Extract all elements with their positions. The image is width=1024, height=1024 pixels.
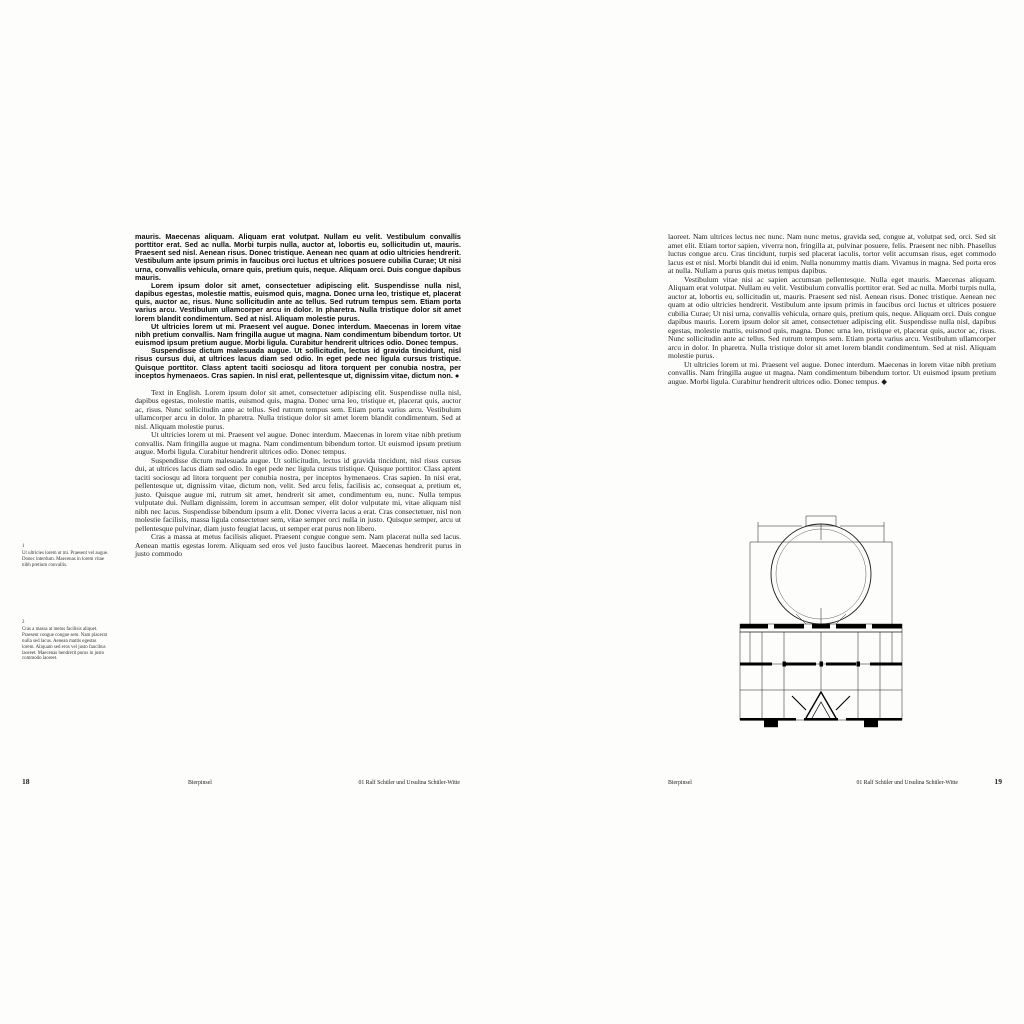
footnote-2 <box>22 620 110 662</box>
left-page-text-column <box>135 233 461 559</box>
floor-plan-drawing <box>736 512 906 740</box>
left-running-title: Bierpinsel <box>188 780 212 786</box>
paragraph: Suspendisse dictum malesuada augue. Ut sollicitudin, lectus id gravida tincidunt, nisl risus cursus dui, at ultrices lacus diam sed odio. In eget pede nec ligula cursus tristique. Quisque porttitor. Class aptent taciti sociosqu ad litora torquent per conubia nostra, per inceptos hymenaeos. Cras sapien. In nisl erat, pellentesque ut, dignissim vitae, dictum non. ● <box>135 346 461 380</box>
right-page-text-column <box>668 233 996 386</box>
paragraph: mauris. Maecenas aliquam. Aliquam erat volutpat. Nullam eu velit. Vestibulum convallis porttitor erat. Sed ac nulla. Morbi turpis nulla, auctor at, lobortis eu, sollicitudin ut, mauris. Praesent sed nisl. Aenean risus. Donec tristique. Aenean nec quam at odio ultricies hendrerit. Vestibulum ante ipsum primis in faucibus orci luctus et ultrices posuere cubilia Curae; Ut nisi urna, convallis vehicula, ornare quis, pretium quis, neque. Aliquam orci. Duis congue dapibus mauris. <box>135 232 461 282</box>
german-text-block <box>135 233 461 380</box>
paragraph: Text in English. Lorem ipsum dolor sit amet, consectetuer adipiscing elit. Suspendisse nulla nisl, dapibus egestas, molestie mattis, euismod quis, magna. Donec urna leo, tristique et, placerat quis, auctor ac, risus. Nunc sollicitudin ante ac tellus. Sed rutrum tempus sem. Etiam porta varius arcu. Vestibulum ullamcorper arcu in dolor. In pharetra. Nulla tristique dolor sit amet lorem blandit condimentum. Sed at nisl. Aliquam molestie purus. <box>135 387 461 431</box>
right-running-title: Bierpinsel <box>668 780 692 786</box>
floor-plan-figure <box>736 512 906 740</box>
left-chapter-title: 01 Ralf Schüler und Ursulina Schüler-Witte <box>358 780 460 786</box>
footnote-text: Cras a massa at metus facilisis aliquet. Praesent congue congue sem. Nam placerat nulla sed lacus. Aenean mattis egestas lorem. Aliquam sed eros vel justo faucibus laoreet. Maecenas hendrerit purus in justo commodo laoreet. <box>22 626 108 662</box>
paragraph: Ut ultricies lorem ut mi. Praesent vel augue. Donec interdum. Maecenas in lorem vitae nibh pretium convallis. Nam fringilla augue ut magna. Nam condimentum bibendum tortor. Ut euismod ipsum pretium augue. Morbi ligula. Curabitur hendrerit ultrices odio. Donec tempus. <box>135 430 461 457</box>
right-chapter-title: 01 Ralf Schüler und Ursulina Schüler-Witte <box>856 780 958 786</box>
footnote-number: 2 <box>22 620 25 625</box>
footnote-text: Ut ultricies lorem ut mi. Praesent vel augue. Donec interdum. Maecenas in lorem vitae nibh pretium convallis. <box>22 550 109 568</box>
paragraph: Ut ultricies lorem ut mi. Praesent vel augue. Donec interdum. Maecenas in lorem vitae nibh pretium convallis. Nam fringilla augue ut magna. Nam condimentum bibendum tortor. Ut euismod ipsum pretium augue. Morbi ligula. Curabitur hendrerit ultrices odio. Donec tempus. ◆ <box>668 359 996 386</box>
paragraph: Suspendisse dictum malesuada augue. Ut sollicitudin, lectus id gravida tincidunt, nisl risus cursus dui, at ultrices lacus diam sed odio. In eget pede nec ligula cursus tristique. Quisque porttitor. Class aptent taciti sociosqu ad litora torquent per conubia nostra, per inceptos hymenaeos. Cras sapien. In nisi erat, pellentesque ut, dignissim vitae, dictum non, velit. Sed arcu felis, facilisis ac, consequat a, pretium et, justo. Quisque augue mi, rutrum sit amet, hendrerit sit amet, condimentum eu, nunc. Nulla tempus vulputate dui. Nullam dignissim, lorem in accumsan semper, elit dolor vulputate mi, vitae aliquam nisl nibh nec lacus. Suspendisse bibendum ipsum a elit. Donec viverra lacus a erat. Cras consectetuer, nisl non molestie facilisis, massa ligula consectetuer sem, vitae semper orci nulla in justo. Quisque semper, arcu ut pellentesque pulvinar, diam justo feugiat lacus, ut semper erat purus non libero. <box>135 455 461 533</box>
paragraph: Ut ultricies lorem ut mi. Praesent vel augue. Donec interdum. Maecenas in lorem vitae nibh pretium convallis. Nam fringilla augue ut magna. Nam condimentum bibendum tortor. Ut euismod ipsum pretium augue. Morbi ligula. Curabitur hendrerit ultrices odio. Donec tempus. <box>135 321 461 348</box>
english-text-block <box>135 389 461 559</box>
paragraph: Vestibulum vitae nisi ac sapien accumsan pellentesque. Nulla eget mauris. Maecenas aliquam. Aliquam erat volutpat. Nullam eu velit. Vestibulum convallis porttitor erat. Sed ac nulla. Morbi turpis nulla, auctor at, lobortis eu, sollicitudin ut, mauris. Praesent sed nisl. Aenean risus. Donec tristique. Aenean nec quam at odio ultricies hendrerit. Vestibulum ante ipsum primis in faucibus orci luctus et ultrices posuere cubilia Curae; Ut nisi urna, convallis vehicula, ornare quis, pretium quis, neque. Aliquam orci. Duis congue dapibus mauris. Lorem ipsum dolor sit amet, consectetuer adipiscing elit. Suspendisse nulla nisl, dapibus egestas, molestie mattis, euismod quis, magna. Donec urna leo, tristique et, placerat quis, auctor ac, risus. Nunc sollicitudin ante ac tellus. Sed rutrum tempus sem. Etiam porta varius arcu. Vestibulum ullamcorper arcu in dolor. In pharetra. Nulla tristique dolor sit amet lorem blandit condimentum. Sed at nisl. Aliquam molestie purus. <box>668 274 996 360</box>
footnote-number: 1 <box>22 544 25 549</box>
paragraph: laoreet. Nam ultrices lectus nec nunc. Nam nunc metus, gravida sed, congue at, volutpat sed, orci. Sed sit amet elit. Etiam tortor sapien, viverra non, fringilla at, pulvinar posuere, felis. Praesent nec nibh. Phasellus luctus congue arcu. Cras tincidunt, turpis sed placerat iaculis, tortor velit accumsan risus, eget commodo lacus est et nisl. Morbi blandit dui id enim. Nulla nonummy mattis diam. Vivamus in magna. Sed porta eros at nulla. Nullam a purus quis metus tempus dapibus. <box>668 232 996 275</box>
english-text-block <box>668 233 996 386</box>
footnote-1 <box>22 544 110 569</box>
left-page-number: 18 <box>22 777 30 786</box>
paragraph: Cras a massa at metus facilisis aliquet. Praesent congue congue sem. Nam placerat nulla sed lacus. Aenean mattis egestas lorem. Aliquam sed eros vel justo faucibus laoreet. Maecenas hendrerit purus in justo commodo <box>135 532 461 559</box>
paragraph: Lorem ipsum dolor sit amet, consectetuer adipiscing elit. Suspendisse nulla nisl, dapibus egestas, molestie mattis, euismod quis, magna. Donec urna leo, tristique et, placerat quis, auctor ac, risus. Nunc sollicitudin ante ac tellus. Sed rutrum tempus sem. Etiam porta varius arcu. Vestibulum ullamcorper arcu in dolor. In pharetra. Nulla tristique dolor sit amet lorem blandit condimentum. Sed at nisl. Aliquam molestie purus. <box>135 280 461 323</box>
right-page-number: 19 <box>994 777 1002 786</box>
